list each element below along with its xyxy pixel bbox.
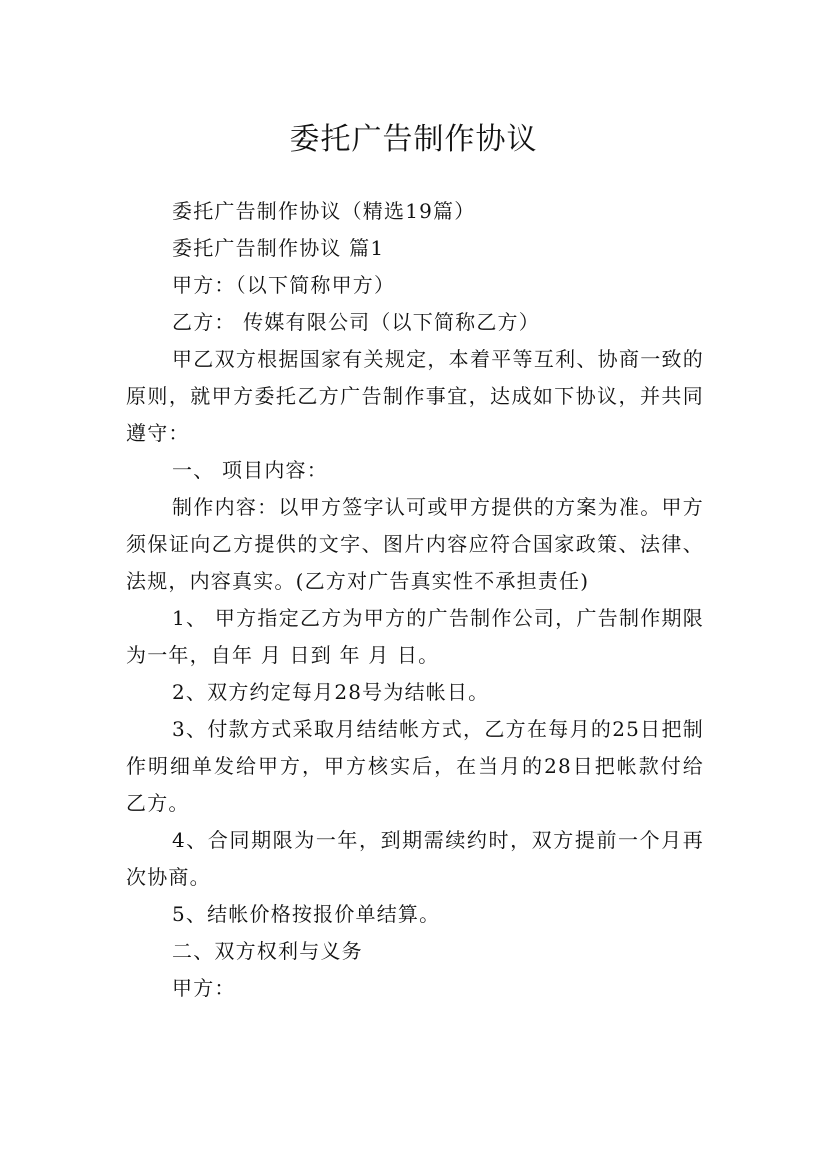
paragraph-clause-4: 4、合同期限为一年，到期需续约时，双方提前一个月再次协商。 [126, 828, 704, 889]
paragraph-section-heading: 委托广告制作协议 篇1 [172, 236, 385, 260]
paragraph-subtitle: 委托广告制作协议（精选19篇） [172, 199, 476, 223]
document-title: 委托广告制作协议 [289, 122, 538, 158]
paragraph-item-one-heading: 一、 项目内容： [172, 458, 328, 482]
paragraph-clause-1: 1、 甲方指定乙方为甲方的广告制作公司，广告制作期限为一年，自年 月 日到 年 月 日。 [126, 606, 704, 667]
paragraph-party-a: 甲方：（以下简称甲方） [172, 273, 396, 297]
paragraph-clause-3: 3、付款方式采取月结结帐方式，乙方在每月的25日把制作明细单发给甲方，甲方核实后，在当月的28日把帐款付给乙方。 [126, 717, 704, 815]
paragraph-party-b: 乙方： 传媒有限公司（以下简称乙方） [172, 310, 540, 334]
paragraph-clause-2: 2、双方约定每月28号为结帐日。 [172, 680, 490, 704]
paragraph-clause-5: 5、结帐价格按报价单结算。 [172, 902, 441, 926]
paragraph-production-content: 制作内容：以甲方签字认可或甲方提供的方案为准。甲方须保证向乙方提供的文字、图片内容应符合国家政策、法律、法规，内容真实。(乙方对广告真实性不承担责任) [126, 495, 704, 593]
paragraph-preamble: 甲乙双方根据国家有关规定，本着平等互利、协商一致的原则，就甲方委托乙方广告制作事宜，达成如下协议，并共同遵守： [126, 347, 704, 445]
paragraph-item-two-heading: 二、双方权利与义务 [172, 939, 363, 963]
paragraph-party-a-duties: 甲方： [172, 976, 236, 1000]
document-body [126, 193, 704, 1007]
